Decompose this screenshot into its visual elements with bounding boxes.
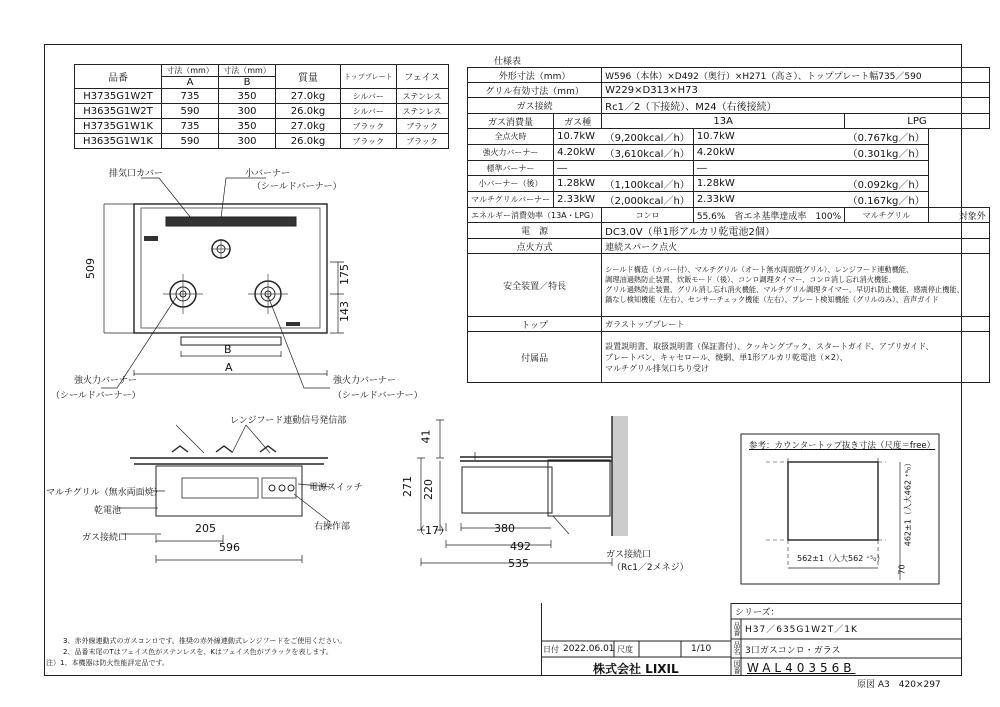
efficiency-konro: コンロ [602, 208, 694, 223]
label-shield-burner-left: （シールドバーナー） [51, 391, 141, 401]
label-strong-burner-left: 強火力バーナー [74, 376, 138, 386]
efficiency-grill: マルチグリル [845, 208, 929, 223]
label-right-ops: 右操作部 [314, 522, 351, 532]
ignition-label: 点火方式 [468, 239, 602, 254]
label-shield-burner-right: （シールドバーナー） [333, 391, 423, 401]
consumption-l-kg: （0.092kg／h） [845, 176, 929, 192]
safety-line: グリル過熱防止装置、グリル消し忘れ消火機能、マルチグリル調理タイマー、早切れ防止機能、感震停止機能、 [605, 285, 964, 294]
consumption-label: 全点火時 [468, 129, 554, 145]
safety-line: 調理油過熱防止装置、炊飯モード（後）、コンロ調理タイマー、コンロ消し忘れ消火機能、 [605, 275, 896, 284]
safety-label: 安全装置／特長 [468, 254, 602, 317]
safety-line: 鍋なし検知機能（左右）、センサーチェック機能（左右）、プレート検知機能（グリルのみ）、音声ガイド [605, 295, 939, 304]
notes [46, 636, 346, 669]
header-dim-b: 寸法（mm） [219, 65, 276, 77]
dim-b: B [224, 343, 232, 356]
cell-top: ブラック [341, 119, 397, 134]
sheet-footer: 原図 A3 420×297 [857, 680, 941, 690]
cell-face: ブラック [396, 134, 448, 149]
cell-b: 300 [219, 104, 276, 119]
accessory-line: マルチグリル排気口ちり受け [605, 363, 709, 373]
label-battery: 乾電池 [94, 506, 122, 516]
power-label: 電 源 [468, 223, 602, 239]
dim-535: 535 [508, 557, 529, 570]
cell-b: 300 [219, 134, 276, 149]
cell-top: シルバー [341, 104, 397, 119]
consumption-l-kg: （0.767kg／h） [845, 129, 929, 145]
outer-dim: W596（本体）×D492（奥行）×H271（高さ）、トッププレート幅735／590 [602, 68, 990, 83]
consumption-a-kcal: （1,100kcal／h） [602, 176, 694, 192]
consumption-l-kw: 2.33kW [693, 192, 844, 208]
consumption-label: 強火力バーナー [468, 145, 554, 161]
drawing-no-label: 図番 [733, 660, 741, 674]
label-power-switch: 電源スイッチ [309, 483, 363, 493]
cutout-title: 参考：カウンタートップ抜き寸法（尺度＝free） [749, 441, 936, 451]
dim-17: （17） [414, 524, 450, 537]
scale-label: 尺度 [617, 645, 633, 654]
label-shield-burner-top: （シールドバーナー） [252, 182, 342, 192]
consumption-l-kw: 10.7kW [693, 129, 844, 145]
accessory-line: プレートパン、キャセロール、焼網、単1形アルカリ乾電池（×2）、 [605, 352, 848, 362]
grill-dim: W229×D313×H73 [602, 83, 990, 98]
consumption-a-kw: 4.20kW [554, 145, 602, 161]
cell-a: 590 [162, 104, 219, 119]
cell-a: 590 [162, 134, 219, 149]
label-gas-port-side: ガス接続口 [606, 550, 652, 560]
header-dim-a: 寸法（mm） [162, 65, 219, 77]
drawing-no: WAL40356B [747, 661, 856, 675]
date-label: 日付 [543, 645, 559, 654]
dim-562: 562±1（入大562 ⁺⁵₀） [797, 554, 885, 563]
consumption-label: ガス消費量 [468, 114, 554, 129]
gas-conn: Rc1／2（下接続）、M24（右後接続） [602, 98, 990, 114]
consumption-label: 小バーナー（後） [468, 176, 554, 192]
consumption-label: 標準バーナー [468, 161, 554, 176]
label-small-burner: 小バーナー [245, 169, 291, 179]
efficiency-label: エネルギー消費効率（13A・LPG） [468, 208, 602, 223]
accessory-line: 設置説明書、取扱説明書（保証書付）、クッキングブック、スタートガイド、アプリガイド、 [605, 341, 934, 351]
cell-a: 735 [162, 89, 219, 104]
cell-top: シルバー [341, 89, 397, 104]
header-b: B [219, 77, 276, 89]
dim-41: 41 [419, 429, 433, 444]
consumption-l-kg: （0.301kg／h） [845, 145, 929, 161]
label-multigrill: マルチグリル（無水両面焼） [46, 488, 163, 498]
cell-model: H3635G1W1K [75, 134, 162, 149]
outer-dim-label: 外形寸法（mm） [468, 68, 602, 83]
dim-a: A [225, 361, 233, 374]
consumption-l-kw: 4.20kW [693, 145, 844, 161]
cell-b: 350 [219, 119, 276, 134]
label-rc-thread: （Rc1／2メネジ） [612, 563, 689, 573]
cell-model: H3635G1W2T [75, 104, 162, 119]
consumption-a-kw: 1.28kW [554, 176, 602, 192]
title-model: H37／635G1W2T／1K [745, 625, 858, 635]
consumption-l-kw: 1.28kW [693, 176, 844, 192]
accessories-label: 付属品 [468, 332, 602, 383]
model-label: 品番 [733, 622, 741, 636]
consumption-a-kcal: （3,610kcal／h） [602, 145, 694, 161]
header-a: A [162, 77, 219, 89]
company: 株式会社 LIXIL [593, 662, 679, 676]
note-3: 3、赤外線連動式のガスコンロです。推奨の赤外線連動式レンジフードをご使用ください。 [63, 637, 347, 645]
header-weight: 質量 [276, 65, 341, 89]
dim-492: 492 [510, 540, 531, 553]
dim-175: 175 [338, 264, 351, 285]
consumption-label: マルチグリルバーナー [468, 192, 554, 208]
consumption-a-kcal: （9,200kcal／h） [602, 129, 694, 145]
header-face: フェイス [396, 65, 448, 89]
cell-face: ブラック [396, 119, 448, 134]
dim-220: 220 [422, 479, 435, 500]
dim-509: 509 [84, 258, 97, 279]
gas-conn-label: ガス接続 [468, 98, 602, 114]
cell-weight: 26.0kg [276, 104, 341, 119]
title-block [541, 603, 962, 676]
grill-label: グリル有効寸法（mm） [468, 83, 602, 98]
gas-type-label: ガス種 [554, 114, 602, 129]
name-label: 品名 [733, 641, 741, 655]
consumption-a-kw: 2.33kW [554, 192, 602, 208]
consumption-a-kw: ― [554, 161, 602, 176]
consumption-l-kg: （0.167kg／h） [845, 192, 929, 208]
ignition: 連続スパーク点火 [602, 239, 990, 254]
gas-13a: 13A [602, 114, 845, 129]
dim-596: 596 [219, 541, 240, 554]
cell-model: H3735G1W1K [75, 119, 162, 134]
cell-face: ステンレス [396, 104, 448, 119]
top-view [101, 178, 344, 388]
top-label: トップ [468, 317, 602, 332]
cell-model: H3735G1W2T [75, 89, 162, 104]
note-1: 注）1、本機器は防火性能評定品です。 [46, 659, 169, 667]
dim-205: 205 [195, 522, 216, 535]
safety-line: シールド構造（カバー付）、マルチグリル（オート無水両面焼グリル）、レンジフード連動機能、 [605, 265, 914, 274]
cell-b: 350 [219, 89, 276, 104]
dim-143: 143 [338, 301, 351, 322]
efficiency-value: 55.6% 省エネ基準達成率 100% [693, 208, 844, 223]
label-exhaust-cover: 排気口カバー [109, 169, 164, 179]
cell-a: 735 [162, 119, 219, 134]
gas-lpg: LPG [845, 114, 990, 129]
series-label: シリーズ： [735, 608, 780, 618]
dim-462: 462±1（入大462 ⁺⁵₀） [903, 458, 913, 547]
cell-weight: 26.0kg [276, 134, 341, 149]
dim-70: 70 [897, 564, 907, 575]
efficiency-grill-value: 対象外 [928, 208, 989, 223]
title-name: 3口ガスコンロ・ガラス [745, 646, 841, 656]
consumption-a-kw: 10.7kW [554, 129, 602, 145]
spec-title: 仕様表 [494, 57, 522, 67]
label-gas-port: ガス接続口 [82, 533, 128, 543]
dim-380: 380 [494, 522, 515, 535]
dim-271: 271 [401, 476, 414, 497]
note-2: 2、品番末尾のTはフェイス色がステンレスを、Kはフェイス色がブラックを表します。 [63, 648, 333, 656]
consumption-l-kw: ― [693, 161, 844, 176]
cell-top: ブラック [341, 134, 397, 149]
consumption-a-kcal: （2,000kcal／h） [602, 192, 694, 208]
cell-face: ステンレス [396, 89, 448, 104]
label-strong-burner-right: 強火力バーナー [333, 376, 397, 386]
scale: 1/10 [691, 644, 712, 654]
label-hood-link: レンジフード連動信号発信部 [230, 416, 347, 426]
header-top-plate: トッププレート [341, 65, 397, 89]
top: ガラストッププレート [602, 317, 990, 332]
power: DC3.0V（単1形アルカリ乾電池2個） [602, 223, 990, 239]
cell-weight: 27.0kg [276, 89, 341, 104]
cell-weight: 27.0kg [276, 119, 341, 134]
date: 2022.06.01 [563, 644, 615, 654]
header-model: 品番 [75, 65, 162, 89]
